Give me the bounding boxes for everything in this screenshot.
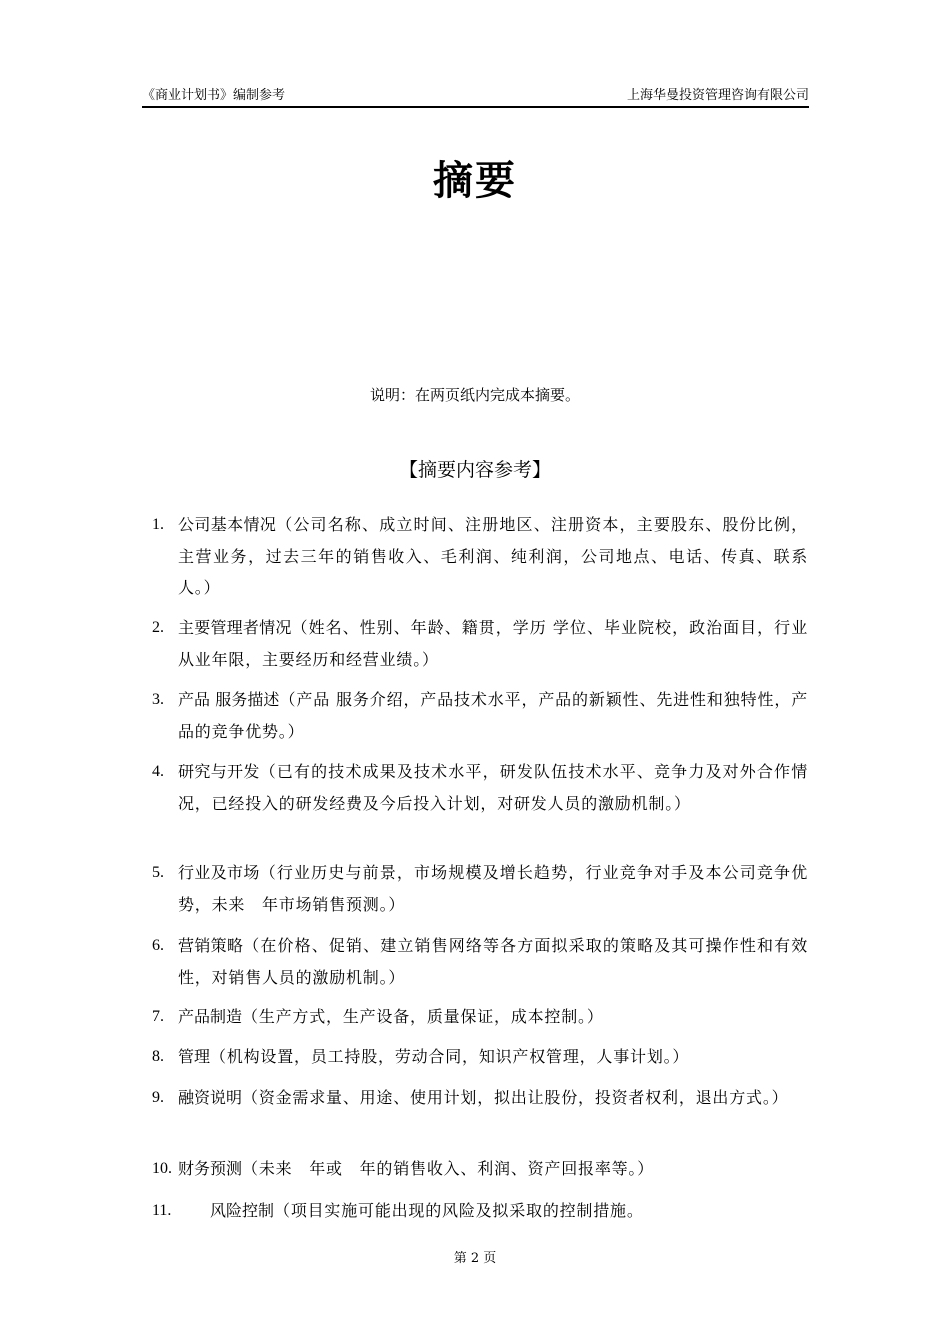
item-text <box>152 1195 808 1227</box>
item-number: 4. <box>152 763 164 780</box>
item-text <box>152 509 808 604</box>
item-description: （在价格、促销、建立销售网络等各方面拟采取的策略及其可操作性和有效性，对销售人员的激励机制。） <box>178 936 808 987</box>
item-text <box>152 756 808 819</box>
list-item-rnd <box>152 756 808 819</box>
list-item-financing <box>152 1082 808 1114</box>
item-label: 风险控制 <box>210 1201 275 1220</box>
list-item-management <box>152 612 808 675</box>
item-text <box>152 857 808 920</box>
item-description: （行业历史与前景，市场规模及增长趋势，行业竞争对手及本公司竞争优势，未来 年市场销售预测。） <box>178 863 808 914</box>
list-item-management-structure <box>152 1041 808 1073</box>
item-label: 管理 <box>178 1047 211 1066</box>
page-header <box>142 87 809 108</box>
item-text <box>152 1082 808 1114</box>
item-label: 财务预测 <box>178 1159 243 1178</box>
item-label: 产品 服务描述 <box>178 690 280 709</box>
item-description: （未来 年或 年的销售收入、利润、资产回报率等。） <box>242 1159 655 1178</box>
list-item-product-service <box>152 684 808 747</box>
item-text <box>152 1041 808 1073</box>
header-document-title: 《商业计划书》编制参考 <box>142 88 286 103</box>
item-number: 2. <box>152 619 164 636</box>
item-description: （公司名称、成立时间、注册地区、注册资本，主要股东、股份比例，主营业务，过去三年的销售收入、毛利润、纯利润，公司地点、电话、传真、联系人。） <box>178 515 808 597</box>
item-description: （机构设置，员工持股，劳动合同，知识产权管理，人事计划。） <box>210 1047 690 1066</box>
item-text <box>152 1001 808 1033</box>
item-number: 8. <box>152 1048 164 1065</box>
item-number: 7. <box>152 1008 164 1025</box>
item-number: 1. <box>152 516 164 533</box>
item-text <box>152 612 808 675</box>
item-label: 行业及市场 <box>178 863 260 882</box>
item-number: 3. <box>152 691 164 708</box>
item-description: （生产方式，生产设备，质量保证，成本控制。） <box>242 1007 604 1026</box>
list-item-risk-control <box>152 1195 808 1227</box>
item-number: 11. <box>152 1202 172 1219</box>
page-title: 摘要 <box>433 158 517 204</box>
item-label: 营销策略 <box>178 936 244 955</box>
item-label: 研究与开发 <box>178 762 260 781</box>
item-label: 公司基本情况 <box>178 515 277 534</box>
item-description: （已有的技术成果及技术水平，研发队伍技术水平、竞争力及对外合作情况，已经投入的研发经费及今后投入计划，对研发人员的激励机制。） <box>178 762 808 813</box>
item-description: （姓名、性别、年龄、籍贯，学历 学位、毕业院校，政治面目，行业从业年限，主要经历和经营业绩。） <box>178 618 808 669</box>
item-description: （资金需求量、用途、使用计划，拟出让股份，投资者权利，退出方式。） <box>242 1088 789 1107</box>
item-text <box>152 930 808 993</box>
list-item-marketing <box>152 930 808 993</box>
item-label: 主要管理者情况 <box>178 618 292 637</box>
page-number: 第 2 页 <box>453 1251 497 1266</box>
item-text <box>152 1153 808 1185</box>
item-number: 10. <box>152 1160 172 1177</box>
item-text <box>152 684 808 747</box>
section-heading: 【摘要内容参考】 <box>398 459 551 481</box>
instruction-note: 说明：在两页纸内完成本摘要。 <box>369 386 580 404</box>
list-item-financial-forecast <box>152 1153 808 1185</box>
item-label: 融资说明 <box>178 1088 243 1107</box>
item-label: 产品制造 <box>178 1007 243 1026</box>
list-item-company-overview <box>152 509 808 604</box>
header-company-name: 上海华曼投资管理咨询有限公司 <box>626 88 809 103</box>
item-description: （项目实施可能出现的风险及拟采取的控制措施。 <box>274 1201 644 1220</box>
item-number: 5. <box>152 864 164 881</box>
item-number: 6. <box>152 937 164 954</box>
list-item-manufacturing <box>152 1001 808 1033</box>
item-description: （产品 服务介绍，产品技术水平，产品的新颖性、先进性和独特性，产品的竞争优势。） <box>178 690 808 741</box>
item-number: 9. <box>152 1089 164 1106</box>
list-item-industry-market <box>152 857 808 920</box>
